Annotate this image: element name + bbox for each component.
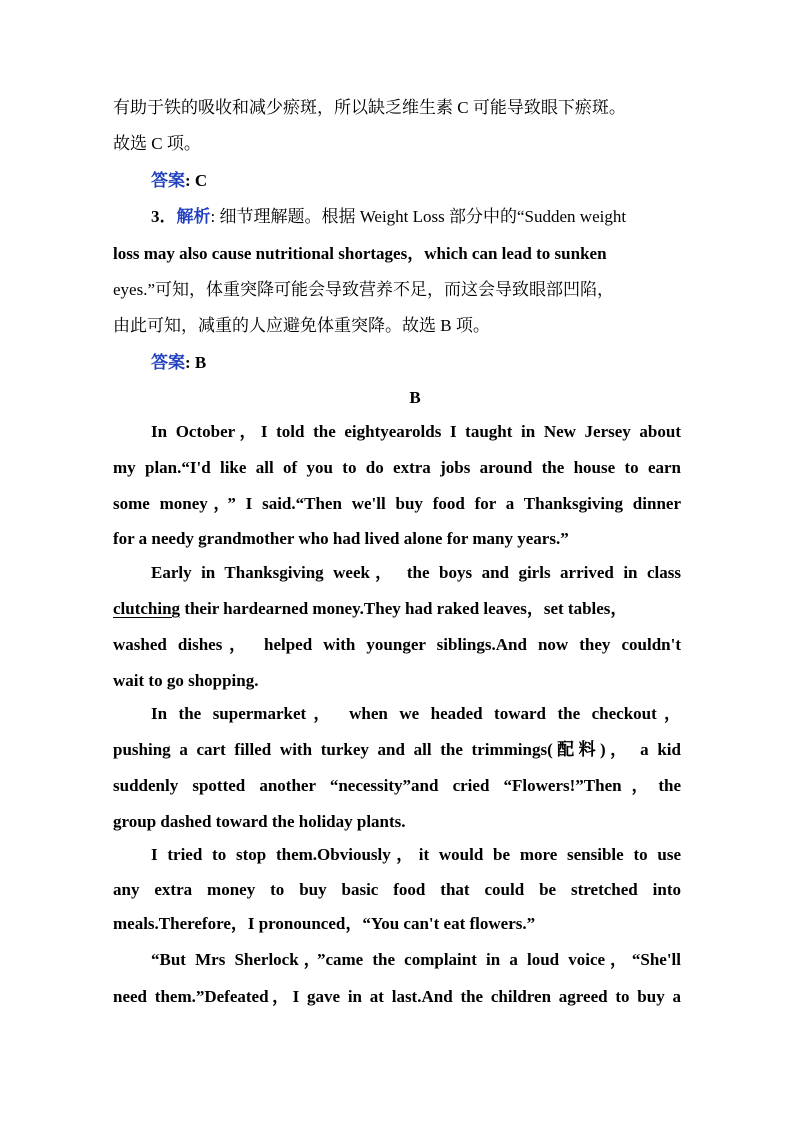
passage-p2-line-2-text: their hardearned money.They had raked leaves，set tables， <box>180 599 628 618</box>
question-number: 3． <box>151 207 177 226</box>
analysis-label: 解析 <box>176 207 211 226</box>
answer-value: B <box>194 353 207 372</box>
answer-label: 答案 <box>151 353 185 372</box>
passage-p4-line-2: any extra money to buy basic food that could be stretched into <box>113 880 681 899</box>
passage-p2-line-1: Early in Thanksgiving week， the boys and girls arrived in class <box>151 563 681 582</box>
passage-p1-line-2: my plan.“I'd like all of you to do extra jobs around the house to earn <box>113 458 681 477</box>
passage-p3-line-1: In the supermarket， when we headed toward the checkout， <box>151 704 681 723</box>
analysis-2-answer <box>151 170 681 194</box>
answer-separator: : <box>185 171 195 190</box>
passage-p5-line-2: need them.”Defeated，I gave in at last.And the children agreed to buy a <box>113 987 681 1006</box>
passage-p1-line-1: In October，I told the eightyearolds I taught in New Jersey about <box>151 422 681 441</box>
passage-p2-line-2 <box>113 598 681 622</box>
answer-label: 答案 <box>151 171 185 190</box>
answer-separator: : <box>185 353 195 372</box>
passage-p3-line-3: suddenly spotted another “necessity”and cried “Flowers!”Then，the <box>113 776 681 795</box>
analysis-2-line-2: 故选 C 项。 <box>113 134 201 153</box>
passage-p5-line-1: “But Mrs Sherlock，”came the complaint in a loud voice，“She'll <box>151 950 681 969</box>
passage-p1-line-4: for a needy grandmother who had lived alone for many years.” <box>113 529 569 548</box>
analysis-2-line-1: 有助于铁的吸收和减少瘀斑，所以缺乏维生素 C 可能导致眼下瘀斑。 <box>113 98 626 117</box>
analysis-3-line-1 <box>151 206 681 230</box>
passage-p4-line-3: meals.Therefore，I pronounced，“You can't eat flowers.” <box>113 914 536 933</box>
passage-p4-line-1: I tried to stop them.Obviously，it would be more sensible to use <box>151 845 681 864</box>
analysis-3-line-1-text: : 细节理解题。根据 Weight Loss 部分中的“Sudden weight <box>210 207 627 226</box>
analysis-3-answer <box>151 352 681 376</box>
underlined-word: clutching <box>113 599 181 618</box>
answer-value: C <box>194 171 208 190</box>
passage-p3-line-2: pushing a cart filled with turkey and all the trimmings(配料)， a kid <box>113 740 681 759</box>
analysis-3-line-3: eyes.”可知，体重突降可能会导致营养不足，而这会导致眼部凹陷， <box>113 280 615 299</box>
passage-p2-line-3: washed dishes， helped with younger siblings.And now they couldn't <box>113 635 681 654</box>
passage-p3-line-4: group dashed toward the holiday plants. <box>113 812 406 831</box>
passage-p2-line-4: wait to go shopping. <box>113 671 259 690</box>
passage-p1-line-3: some money，” I said.“Then we'll buy food for a Thanksgiving dinner <box>113 494 681 513</box>
analysis-3-line-2: loss may also cause nutritional shortages，which can lead to sunken <box>113 244 607 263</box>
passage-heading: B <box>409 388 421 407</box>
analysis-3-line-4: 由此可知，减重的人应避免体重突降。故选 B 项。 <box>113 316 490 335</box>
